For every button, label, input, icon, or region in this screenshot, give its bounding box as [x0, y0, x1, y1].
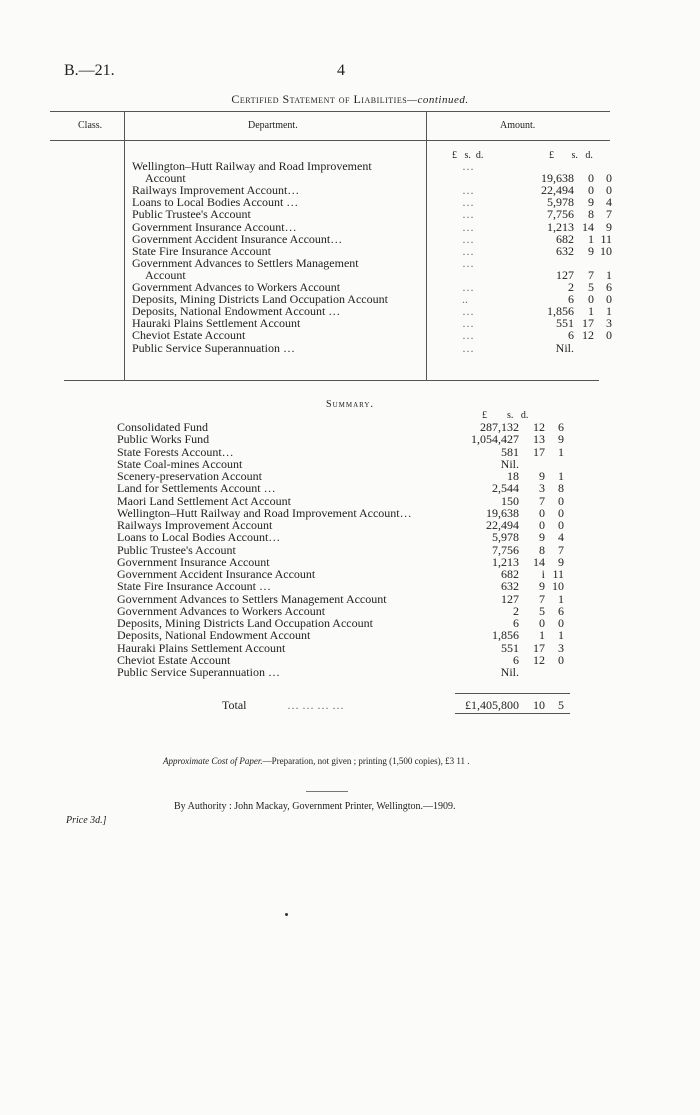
- summary-pence: 9: [558, 432, 564, 447]
- summary-shillings: 3: [539, 481, 545, 496]
- department-dots: …: [462, 316, 474, 331]
- summary-label: Public Service Superannuation …: [117, 665, 280, 679]
- summary-row: [117, 507, 607, 519]
- summary-pounds: 1,213: [492, 554, 519, 569]
- department-pounds: 22,494: [541, 183, 574, 198]
- total-shillings: 10: [533, 698, 545, 712]
- column-amount: Amount.: [500, 120, 536, 131]
- summary-pence: 0: [558, 518, 564, 532]
- department-name: Public Trustee's Account: [132, 207, 251, 222]
- document-code: B.—21.: [64, 62, 115, 79]
- department-shillings: 9: [588, 243, 594, 258]
- summary-row: [117, 495, 607, 507]
- department-name: Deposits, National Endowment Account …: [132, 304, 341, 319]
- department-pence: 11: [600, 231, 612, 246]
- department-pounds: 632: [556, 243, 574, 258]
- summary-pounds: 287,132: [480, 420, 519, 434]
- table-bottom-rule: [64, 380, 599, 381]
- summary-label: Consolidated Fund: [117, 420, 209, 434]
- summary-pounds: 1,054,427: [471, 432, 519, 447]
- department-dots: …: [462, 328, 474, 343]
- department-name-cont: Account: [145, 267, 186, 282]
- department-dots: …: [462, 183, 474, 198]
- total-bottom-rule: [455, 713, 570, 714]
- summary-pence: 1: [558, 469, 564, 483]
- department-name: Government Advances to Workers Account: [132, 280, 341, 294]
- summary-row: [117, 544, 607, 556]
- summary-pounds: 18: [507, 469, 519, 483]
- department-pounds: 5,978: [547, 195, 574, 210]
- department-dots: …: [462, 207, 474, 222]
- department-dots: …: [462, 280, 474, 294]
- summary-shillings: 17: [533, 640, 545, 655]
- summary-label: Land for Settlements Account …: [117, 481, 276, 496]
- department-shillings: 7: [588, 267, 594, 282]
- department-dots: …: [462, 255, 474, 270]
- summary-label: Deposits, National Endowment Account: [117, 628, 311, 643]
- department-name-cont: Account: [145, 171, 186, 186]
- department-pounds: 682: [556, 231, 574, 246]
- department-shillings: 0: [588, 171, 594, 186]
- table-head-rule: [50, 140, 610, 141]
- department-dots: ..: [462, 292, 468, 307]
- summary-label: Hauraki Plains Settlement Account: [117, 640, 286, 655]
- summary-pounds: 6: [513, 616, 519, 630]
- table-top-rule: [50, 111, 610, 112]
- department-shillings: 9: [588, 195, 594, 210]
- summary-row: [117, 666, 607, 678]
- price-note: Price 3d.]: [66, 815, 107, 826]
- subtitle-continued: —continued.: [407, 94, 469, 106]
- department-shillings: 0: [588, 183, 594, 198]
- ink-speck: [285, 913, 288, 916]
- summary-shillings: 14: [533, 554, 545, 569]
- department-shillings: 1: [588, 304, 594, 319]
- department-pounds: 551: [556, 316, 574, 331]
- summary-shillings: 0: [539, 616, 545, 630]
- department-dots: …: [462, 231, 474, 246]
- summary-pence: 10: [552, 579, 564, 594]
- summary-pence: 0: [558, 493, 564, 508]
- summary-row: [117, 580, 607, 592]
- summary-row: [117, 617, 607, 629]
- summary-shillings: 1: [539, 628, 545, 643]
- summary-row: [117, 556, 607, 568]
- summary-label: Loans to Local Bodies Account…: [117, 530, 281, 545]
- department-pounds: 1,213: [547, 219, 574, 234]
- footnote-label: Approximate Cost of Paper.: [163, 756, 263, 766]
- summary-pounds: Nil.: [500, 456, 519, 471]
- summary-pounds: 1,856: [492, 628, 519, 643]
- summary-row: [117, 654, 607, 666]
- summary-shillings: 8: [539, 542, 545, 557]
- summary-label: Maori Land Settlement Act Account: [117, 493, 291, 508]
- summary-row: [117, 458, 607, 470]
- department-pence: 1: [606, 304, 612, 319]
- total-rule: [455, 693, 570, 694]
- summary-pounds: 551: [501, 640, 519, 655]
- summary-pence: 11: [552, 567, 564, 581]
- summary-label: State Coal-mines Account: [117, 456, 243, 471]
- department-pence: 0: [606, 292, 612, 307]
- summary-row: [117, 470, 607, 482]
- department-name: Loans to Local Bodies Account …: [132, 195, 299, 210]
- department-shillings: 1: [588, 231, 594, 246]
- department-pence: 4: [606, 195, 612, 210]
- col-divider-2: [426, 111, 427, 380]
- summary-label: Government Accident Insurance Account: [117, 567, 316, 581]
- department-shillings: 14: [582, 219, 594, 234]
- summary-pounds: 22,494: [486, 518, 519, 532]
- total-label: Total: [222, 698, 247, 712]
- summary-pounds: 682: [501, 567, 519, 581]
- department-pence: 10: [600, 243, 612, 258]
- summary-label: Scenery-preservation Account: [117, 469, 262, 483]
- total-pence: 5: [558, 698, 564, 712]
- department-name: Railways Improvement Account…: [132, 183, 300, 198]
- column-class: Class.: [78, 120, 103, 131]
- summary-total-row: [117, 699, 607, 711]
- summary-row: [117, 421, 607, 433]
- col-divider-1: [124, 111, 125, 380]
- summary-shillings: 7: [539, 591, 545, 606]
- column-department: Department.: [248, 120, 298, 131]
- summary-pounds: 7,756: [492, 542, 519, 557]
- department-dots: …: [462, 304, 474, 319]
- summary-label: Deposits, Mining Districts Land Occupation Account: [117, 616, 373, 630]
- summary-pence: 1: [558, 444, 564, 459]
- department-name: Public Service Superannuation …: [132, 340, 295, 355]
- summary-shillings: 12: [533, 652, 545, 667]
- summary-title: Summary.: [326, 399, 374, 410]
- department-pence: 3: [606, 316, 612, 331]
- department-name: Government Advances to Settlers Management: [132, 255, 359, 270]
- summary-label: Public Works Fund: [117, 432, 210, 447]
- summary-pence: 6: [558, 420, 564, 434]
- summary-pence: 7: [558, 542, 564, 557]
- summary-pence: 0: [558, 505, 564, 520]
- department-pence: 7: [606, 207, 612, 222]
- page-number: 4: [337, 62, 345, 79]
- summary-row: [117, 446, 607, 458]
- summary-pounds: 6: [513, 652, 519, 667]
- summary-pence: 4: [558, 530, 564, 545]
- summary-row: [117, 605, 607, 617]
- summary-row: [117, 433, 607, 445]
- department-dots: …: [462, 195, 474, 210]
- summary-pence: 3: [558, 640, 564, 655]
- summary-shillings: 9: [539, 469, 545, 483]
- department-pence: 0: [606, 328, 612, 343]
- currency-heads-right: £ s. d.: [549, 150, 593, 161]
- summary-row: [117, 593, 607, 605]
- summary-shillings: 9: [539, 530, 545, 545]
- total-pounds: £1,405,800: [465, 698, 519, 712]
- cost-footnote: [163, 756, 470, 766]
- summary-row: [117, 482, 607, 494]
- currency-heads-left: £ s. d.: [452, 150, 484, 161]
- summary-label: Wellington–Hutt Railway and Road Improvement Account…: [117, 505, 412, 520]
- authority-rule: [306, 791, 348, 792]
- department-shillings: 5: [588, 280, 594, 294]
- department-pence: 6: [606, 280, 612, 294]
- department-pounds: 1,856: [547, 304, 574, 319]
- summary-label: Railways Improvement Account: [117, 518, 273, 532]
- summary-label: Government Advances to Workers Account: [117, 603, 326, 618]
- summary-label: State Fire Insurance Account …: [117, 579, 271, 594]
- summary-shillings: 0: [539, 518, 545, 532]
- summary-currency-heads: £ s. d.: [482, 410, 529, 421]
- department-pounds: 19,638: [541, 171, 574, 186]
- summary-pence: 1: [558, 591, 564, 606]
- summary-shillings: 17: [533, 444, 545, 459]
- department-shillings: 17: [582, 316, 594, 331]
- department-dots: …: [462, 340, 474, 355]
- department-name: State Fire Insurance Account: [132, 243, 271, 258]
- summary-row: [117, 629, 607, 641]
- summary-pounds: 5,978: [492, 530, 519, 545]
- printer-authority: By Authority : John Mackay, Government Printer, Wellington.—1909.: [174, 801, 456, 812]
- summary-pence: 9: [558, 554, 564, 569]
- department-shillings: 0: [588, 292, 594, 307]
- summary-pence: 1: [558, 628, 564, 643]
- department-name: Government Accident Insurance Account…: [132, 231, 343, 246]
- department-pounds: 7,756: [547, 207, 574, 222]
- summary-pence: 0: [558, 652, 564, 667]
- summary-pounds: 19,638: [486, 505, 519, 520]
- summary-label: State Forests Account…: [117, 444, 234, 459]
- summary-row: [117, 531, 607, 543]
- summary-label: Public Trustee's Account: [117, 542, 236, 557]
- summary-label: Government Insurance Account: [117, 554, 270, 569]
- summary-shillings: 7: [539, 493, 545, 508]
- department-pence: 0: [606, 183, 612, 198]
- total-dots: … … … …: [287, 698, 344, 712]
- department-shillings: 12: [582, 328, 594, 343]
- summary-label: Cheviot Estate Account: [117, 652, 231, 667]
- department-dots: …: [462, 219, 474, 234]
- department-name: Government Insurance Account…: [132, 219, 297, 234]
- summary-pounds: 632: [501, 579, 519, 594]
- department-name: Deposits, Mining Districts Land Occupation Account: [132, 292, 388, 307]
- department-name: Cheviot Estate Account: [132, 328, 246, 343]
- statement-subtitle: [0, 92, 700, 107]
- department-pence: 9: [606, 219, 612, 234]
- summary-shillings: 12: [533, 420, 545, 434]
- summary-pence: 0: [558, 616, 564, 630]
- summary-pounds: 581: [501, 444, 519, 459]
- department-dots: …: [462, 159, 474, 173]
- summary-shillings: 13: [533, 432, 545, 447]
- department-pence: 0: [606, 171, 612, 186]
- department-name: Hauraki Plains Settlement Account: [132, 316, 301, 331]
- summary-pence: 6: [558, 603, 564, 618]
- department-shillings: 8: [588, 207, 594, 222]
- summary-pounds: 127: [501, 591, 519, 606]
- summary-pounds: 2: [513, 603, 519, 618]
- summary-pounds: 2,544: [492, 481, 519, 496]
- department-pence: 1: [606, 267, 612, 282]
- summary-pounds: 150: [501, 493, 519, 508]
- summary-shillings: 9: [539, 579, 545, 594]
- summary-row: [117, 519, 607, 531]
- department-pounds: Nil.: [555, 340, 574, 355]
- subtitle-main: Certified Statement of Liabilities: [231, 92, 408, 106]
- department-name: Wellington–Hutt Railway and Road Improvement: [132, 159, 372, 173]
- summary-pence: 8: [558, 481, 564, 496]
- department-pounds: 6: [568, 292, 574, 307]
- department-pounds: 2: [568, 280, 574, 294]
- summary-shillings: i: [541, 567, 545, 581]
- summary-shillings: 0: [539, 505, 545, 520]
- summary-shillings: 5: [539, 603, 545, 618]
- summary-row: [117, 642, 607, 654]
- summary-pounds: Nil.: [500, 665, 519, 679]
- summary-row: [117, 568, 607, 580]
- department-pounds: 6: [568, 328, 574, 343]
- footnote-text: —Preparation, not given ; printing (1,500 copies), £3 11 .: [262, 756, 470, 766]
- department-pounds: 127: [556, 267, 574, 282]
- summary-label: Government Advances to Settlers Management Account: [117, 591, 387, 606]
- department-dots: …: [462, 243, 474, 258]
